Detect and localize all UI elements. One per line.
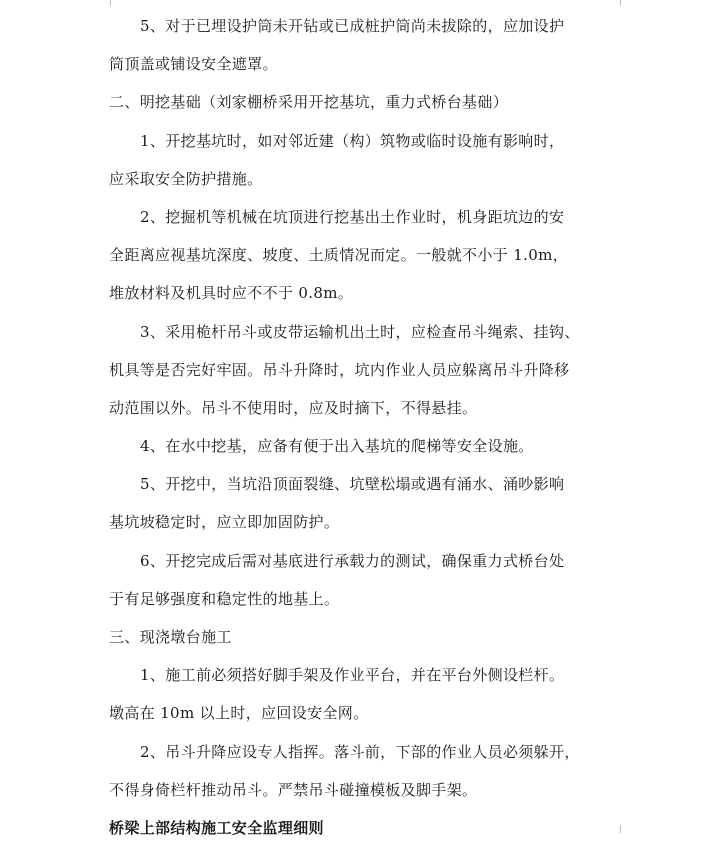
document-body	[109, 7, 609, 847]
text-line: 6、开挖完成后需对基底进行承载力的测试，确保重力式桥台处	[140, 551, 565, 570]
page-corner-mark	[620, 825, 643, 833]
text-line: 5、开挖中，当坑沿顶面裂缝、坑壁松塌或遇有涌水、涌吵影响	[140, 475, 565, 494]
text-line: 3、采用桅杆吊斗或皮带运输机出土时，应检查吊斗绳索、挂钩、	[140, 322, 580, 341]
text-line: 基坑坡稳定时，应立即加固防护。	[109, 513, 340, 532]
text-line: 应采取安全防护措施。	[109, 169, 263, 188]
text-line: 1、开挖基坑时，如对邻近建（构）筑物或临时设施有影响时，	[140, 131, 565, 150]
page-corner-mark	[620, 0, 643, 6]
section-heading: 桥梁上部结构施工安全监理细则	[109, 818, 324, 837]
text-line: 于有足够强度和稳定性的地基上。	[109, 589, 340, 608]
text-line: 2、吊斗升降应设专人指挥。落斗前，下部的作业人员必须躲开，	[140, 742, 580, 761]
text-line: 动范围以外。吊斗不使用时，应及时摘下，不得悬挂。	[109, 398, 478, 417]
page-corner-mark	[88, 0, 111, 6]
page-corner-mark	[88, 825, 111, 833]
text-line: 墩高在 10m 以上时，应回设安全网。	[109, 704, 369, 723]
text-line: 机具等是否完好牢固。吊斗升降时，坑内作业人员应躲离吊斗升降移	[109, 360, 570, 379]
text-line: 不得身倚栏杆推动吊斗。严禁吊斗碰撞模板及脚手架。	[109, 780, 478, 799]
text-line: 5、对于已埋设护筒未开钻或已成桩护筒尚未拔除的，应加设护	[140, 17, 565, 35]
text-line: 全距离应视基坑深度、坡度、土质情况而定。一般就不小于 1.0m，	[109, 246, 569, 265]
text-line: 2、挖掘机等机械在坑顶进行挖基出土作业时，机身距坑边的安	[140, 207, 565, 226]
text-line: 筒顶盖或铺设安全遮罩。	[109, 55, 278, 74]
text-line: 1、施工前必须搭好脚手架及作业平台，并在平台外侧设栏杆。	[140, 666, 565, 685]
text-line: 堆放材料及机具时应不不于 0.8m。	[109, 284, 354, 303]
text-line: 二、明挖基础（刘家棚桥采用开挖基坑，重力式桥台基础）	[109, 93, 509, 112]
text-line: 三、现浇墩台施工	[109, 628, 232, 646]
text-line: 4、在水中挖基，应备有便于出入基坑的爬梯等安全设施。	[140, 437, 534, 456]
